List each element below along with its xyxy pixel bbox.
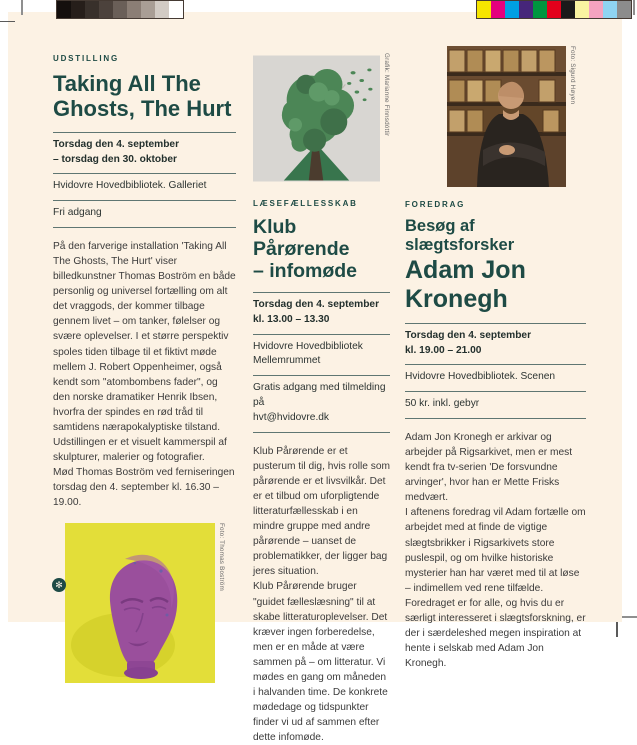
title-line: Klub Pårørende — [253, 216, 350, 261]
archivist-photo-block — [447, 46, 586, 187]
tree-head-illustration-block — [253, 53, 390, 184]
title-line: Ghosts, The Hurt — [53, 95, 232, 121]
crop-mark — [633, 0, 635, 15]
event-description — [253, 444, 390, 745]
event-title — [53, 72, 236, 122]
paragraph: I aftenens foredrag vil Adam fortælle om arbejdet med at finde de vigtige slægtsbrikker i Rigsarkivets store puslespil, og om hvilke historiske mysterier han har været med til at løse – indimellem ved rene tilfælde. Foredraget er for alle, og hvis du er særligt interesseret i slægtsforskning, er der i særdeleshed megen inspiration at hente i selskab med Adam Jon Kronegh. — [405, 507, 586, 670]
event-price: Fri adgang — [53, 200, 236, 228]
color-swatch — [547, 1, 561, 18]
color-calibration-bar — [476, 0, 632, 19]
archivist-portrait-photo — [447, 46, 566, 187]
title-line: Kronegh — [405, 284, 508, 313]
grayscale-swatch — [57, 1, 71, 18]
photo-credit: Foto: Thomas Boström — [218, 522, 225, 591]
paragraph: Klub Pårørende er et pusterum til dig, hvis rolle som pårørende er et livsvilkår. Det er et tilbud om uforpligtende litteraturfællesskab i en mindre gruppe med andre pårørende – uanset de problematikker, der ligger bag jeres situation. — [253, 445, 391, 578]
paragraph: På den farverige installation 'Taking All The Ghosts, The Hurt' viser billedkunstner Thomas Boström en både personlig og universel fortælling om alt det vraggods, der kommer tilbage gennem livet – om tanker, følelser og svære oplevelser. I et større perspektiv spoles tiden tilbage til et fiktivt møde mellem J. Robert Oppenheimer, også kendt som "atombombens fader", og den norske dramatiker Henrik Ibsen, hvorfra der spindes en rød tråd til samtidens nærapokalyptiske tilstand. Udstillingen er et visuelt kammerspil af skulpturer, malerier og fotografier. — [53, 240, 236, 464]
event-price: 50 kr. inkl. gebyr — [405, 391, 586, 419]
grayscale-swatch — [141, 1, 155, 18]
title-line: Adam Jon — [405, 256, 526, 285]
grayscale-swatch — [71, 1, 85, 18]
paragraph: Adam Jon Kronegh er arkivar og arbejder på Rigsarkivet, men er mest kendt fra tv-serien 'De forsvundne arvinger', hvor han er Mette Frisks medvært. — [405, 431, 573, 504]
color-swatch — [477, 1, 491, 18]
title-line: – infomøde — [253, 260, 358, 283]
grayscale-swatch — [127, 1, 141, 18]
event-title-speaker — [405, 256, 586, 313]
email-link[interactable]: hvt@hvidovre.dk — [253, 411, 330, 423]
color-swatch — [575, 1, 589, 18]
category-label: UDSTILLING — [53, 54, 119, 63]
event-details — [253, 292, 390, 432]
club-column — [253, 53, 390, 745]
event-date: Torsdag den 4. september kl. 19.00 – 21.00 — [405, 323, 586, 365]
grayscale-swatch — [155, 1, 169, 18]
paragraph: Mød Thomas Boström ved ferniseringen torsdag den 4. september kl. 16.30 – 19.00. — [53, 467, 235, 509]
event-location: Hvidovre Hovedbibliotek. Scenen — [405, 364, 586, 391]
purple-head-sculpture-photo — [65, 523, 215, 683]
event-location: Hvidovre Hovedbibliotek. Galleriet — [53, 173, 236, 200]
event-price: Gratis adgang med tilmelding på hvt@hvidovre.dk — [253, 375, 390, 432]
lecture-column — [405, 46, 586, 671]
grayscale-swatch — [99, 1, 113, 18]
crop-mark — [622, 616, 637, 618]
color-swatch — [519, 1, 533, 18]
illustration-credit: Grafik: Marianne Finnsdóttir — [383, 53, 390, 137]
tree-head-illustration — [253, 53, 380, 184]
event-location: Hvidovre Hovedbibliotek Mellemrummet — [253, 334, 390, 376]
color-swatch — [617, 1, 631, 18]
color-swatch — [589, 1, 603, 18]
crop-mark — [0, 21, 15, 22]
sculpture-photo-block — [65, 523, 236, 683]
color-swatch — [533, 1, 547, 18]
title-line: slægtsforsker — [405, 235, 515, 254]
grayscale-swatch — [169, 1, 183, 18]
library-logo-icon: ✻ — [52, 578, 66, 592]
event-description — [405, 430, 586, 672]
grayscale-calibration-bar — [56, 0, 184, 19]
paragraph: Klub Pårørende bruger "guidet fælleslæsning" til at skabe litteraturoplevelser. Det kræver ingen forberedelse, men er en måde at være sammen på – om litteratur. Vi mødes en gang om måneden i halvanden time. De konkrete mødedage og tidspunkter finder vi ud af sammen efter dette infomøde. — [253, 581, 388, 744]
category-label: FOREDRAG — [405, 200, 466, 209]
color-swatch — [603, 1, 617, 18]
title-line: Taking All The — [53, 71, 201, 96]
photo-credit: Foto: Sigurd Høyen — [569, 46, 576, 105]
color-swatch — [491, 1, 505, 18]
category-label: LÆSEFÆLLESSKAB — [253, 199, 358, 208]
event-date: Torsdag den 4. september – torsdag den 30. oktober — [53, 132, 236, 174]
crop-mark — [616, 622, 618, 637]
event-description — [53, 239, 236, 511]
grayscale-swatch — [85, 1, 99, 18]
event-title — [253, 216, 390, 282]
event-title-small — [405, 217, 586, 254]
event-details — [53, 132, 236, 228]
grayscale-swatch — [113, 1, 127, 18]
exhibition-column — [53, 54, 236, 683]
event-details — [405, 323, 586, 419]
crop-mark — [21, 0, 23, 15]
color-swatch — [561, 1, 575, 18]
title-line: Besøg af — [405, 217, 475, 235]
event-date: Torsdag den 4. september kl. 13.00 – 13.30 — [253, 292, 390, 334]
color-swatch — [505, 1, 519, 18]
